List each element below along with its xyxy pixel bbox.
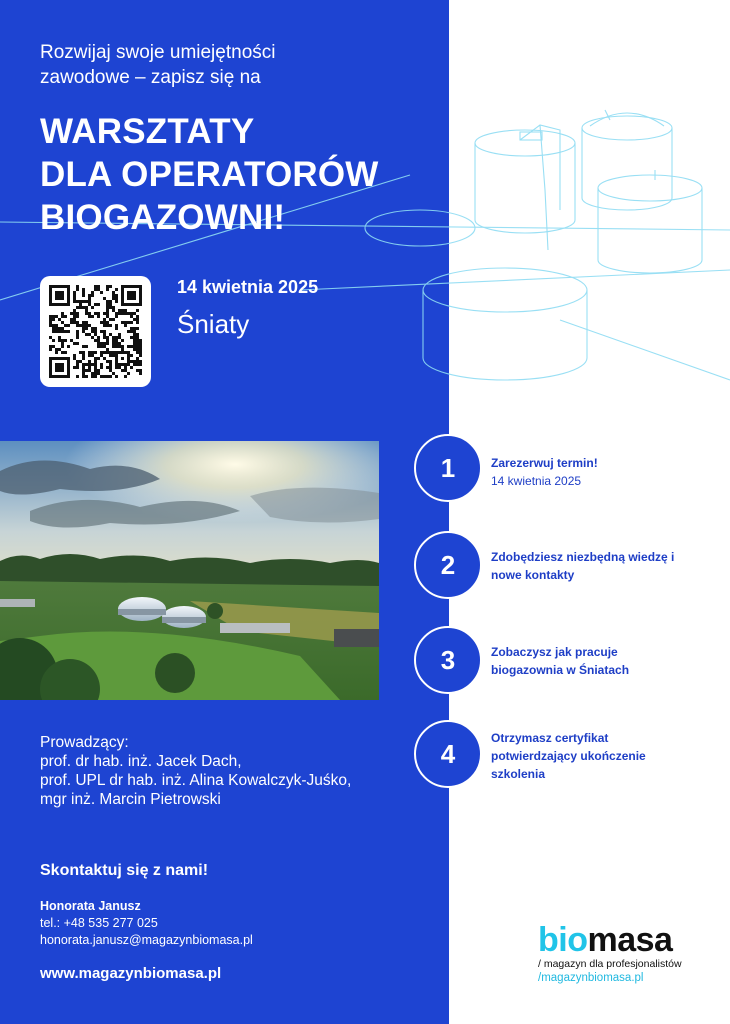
step-3 [491, 643, 666, 679]
leader-name: prof. UPL dr hab. inż. Alina Kowalczyk-Juśko, [40, 772, 352, 789]
leader-name: mgr inż. Marcin Pietrowski [40, 791, 221, 808]
leaders [40, 733, 351, 809]
intro-line: Rozwijaj swoje umiejętności [40, 42, 276, 63]
contact-name: Honorata Janusz [40, 899, 141, 913]
headline-line: DLA OPERATORÓW [40, 155, 379, 194]
leaders-label: Prowadzący: [40, 734, 129, 751]
logo-url[interactable]: /magazynbiomasa.pl [538, 972, 644, 984]
intro-line: zawodowe – zapisz się na [40, 67, 261, 88]
step-1-title: Zarezerwuj termin! [491, 456, 598, 470]
step-1 [491, 454, 716, 490]
website-link[interactable]: www.magazynbiomasa.pl [40, 965, 222, 982]
step-4-badge: 4 [414, 720, 482, 788]
biomasa-logo[interactable] [538, 922, 698, 985]
contact-phone[interactable]: tel.: +48 535 277 025 [40, 916, 158, 930]
leader-name: prof. dr hab. inż. Jacek Dach, [40, 753, 242, 770]
event-place: Śniaty [177, 309, 250, 339]
step-1-detail: 14 kwietnia 2025 [491, 474, 582, 488]
biogas-plant-photo [0, 441, 379, 700]
step-2-title: Zdobędziesz niezbędną wiedzę i nowe kontakty [491, 550, 675, 582]
step-4 [491, 729, 651, 783]
headline-line: WARSZTATY [40, 112, 255, 151]
step-3-title: Zobaczysz jak pracuje biogazownia w Śniatach [491, 645, 630, 677]
intro-text [40, 40, 420, 90]
headline [40, 110, 440, 239]
step-2-badge: 2 [414, 531, 482, 599]
logo-masa: masa [587, 921, 673, 959]
qr-code-icon [49, 285, 142, 378]
qr-code[interactable] [40, 276, 151, 387]
logo-wordmark [538, 922, 698, 958]
logo-tagline: / magazyn dla profesjonalistów [538, 958, 682, 970]
step-3-badge: 3 [414, 626, 482, 694]
headline-line: BIOGAZOWNI! [40, 198, 286, 237]
contact-email[interactable]: honorata.janusz@magazynbiomasa.pl [40, 933, 253, 947]
step-4-title: Otrzymasz certyfikat potwierdzający ukończenie szkolenia [491, 731, 646, 781]
contact-heading: Skontaktuj się z nami! [40, 862, 209, 879]
logo-bio: bio [538, 921, 588, 959]
event-date: 14 kwietnia 2025 [177, 277, 319, 297]
step-1-badge: 1 [414, 434, 482, 502]
step-2 [491, 548, 681, 584]
